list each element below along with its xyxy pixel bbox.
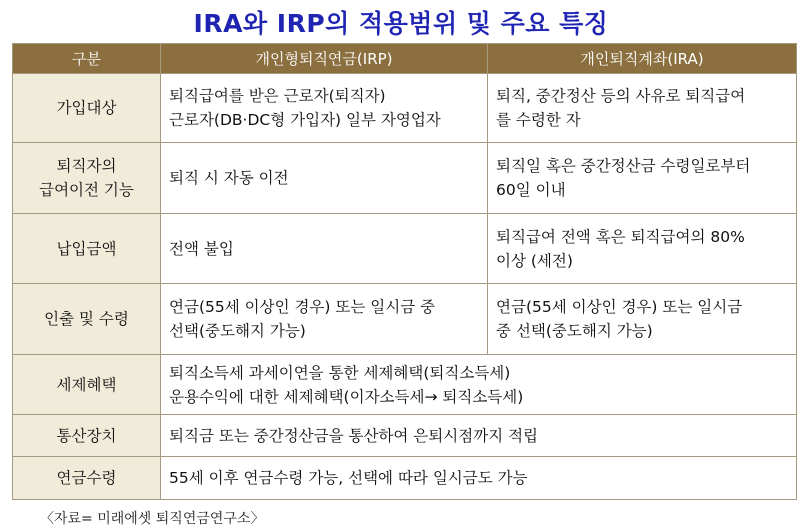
row-label-line: 인출 및 수령 [44,310,129,328]
row-label-line: 통산장치 [56,426,117,445]
ira-cell [488,143,797,214]
merged-cell [161,355,797,415]
row-label [13,74,161,143]
comparison-table [12,43,797,500]
merged-cell [161,415,797,457]
row-label [13,284,161,355]
cell-line: 55세 이후 연금수령 가능, 선택에 따라 일시금도 가능 [169,469,528,487]
merged-cell [161,457,797,500]
cell-line: 퇴직급여를 받은 근로자(퇴직자) [169,87,386,105]
cell-line: 전액 불입 [169,239,234,258]
row-label-line: 세제혜택 [56,375,117,394]
irp-cell [161,143,488,214]
table-row [13,143,797,214]
table-row [13,284,797,355]
row-label [13,355,161,415]
table-row [13,415,797,457]
row-label-line: 납입금액 [56,239,117,258]
irp-cell [161,214,488,284]
source-note: 〈자료= 미래에셋 퇴직연금연구소〉 [40,511,265,527]
cell-line: 이상 (세전) [496,251,573,270]
ira-cell [488,74,797,143]
cell-line: 연금(55세 이상인 경우) 또는 일시금 [496,298,743,316]
irp-cell [161,284,488,355]
cell-line: 를 수령한 자 [496,111,581,129]
cell-line: 연금(55세 이상인 경우) 또는 일시금 중 [169,298,436,316]
table-row [13,355,797,415]
cell-line: 퇴직급여 전액 혹은 퇴직급여의 80% [496,227,745,246]
cell-line: 퇴직금 또는 중간정산금을 통산하여 은퇴시점까지 적립 [169,426,539,445]
row-label [13,415,161,457]
table-row [13,74,797,143]
cell-line: 선택(중도해지 가능) [169,322,306,340]
row-label-line: 급여이전 기능 [39,181,134,199]
row-label-line: 연금수령 [56,469,117,487]
cell-line: 퇴직소득세 과세이연을 통한 세제혜택(퇴직소득세) [169,363,511,382]
cell-line: 퇴직일 혹은 중간정산금 수령일로부터 [496,157,751,175]
table-row [13,457,797,500]
table-row [13,214,797,284]
cell-line: 근로자(DB·DC형 가입자) 일부 자영업자 [169,111,441,129]
header-category: 구분 [13,44,161,74]
row-label-line: 퇴직자의 [56,157,117,175]
table-header-row [13,44,797,74]
irp-cell [161,74,488,143]
row-label [13,143,161,214]
cell-line: 운용수익에 대한 세제혜택(이자소득세→ 퇴직소득세) [169,387,524,406]
row-label-line: 가입대상 [56,99,117,117]
header-ira: 개인퇴직계좌(IRA) [488,44,797,74]
cell-line: 퇴직, 중간정산 등의 사유로 퇴직급여 [496,87,746,105]
header-irp: 개인형퇴직연금(IRP) [161,44,488,74]
ira-cell [488,284,797,355]
row-label [13,457,161,500]
cell-line: 퇴직 시 자동 이전 [169,169,289,187]
row-label [13,214,161,284]
cell-line: 중 선택(중도해지 가능) [496,322,653,340]
cell-line: 60일 이내 [496,181,566,199]
ira-cell [488,214,797,284]
page-title: IRA와 IRP의 적용범위 및 주요 특징 [193,9,609,38]
